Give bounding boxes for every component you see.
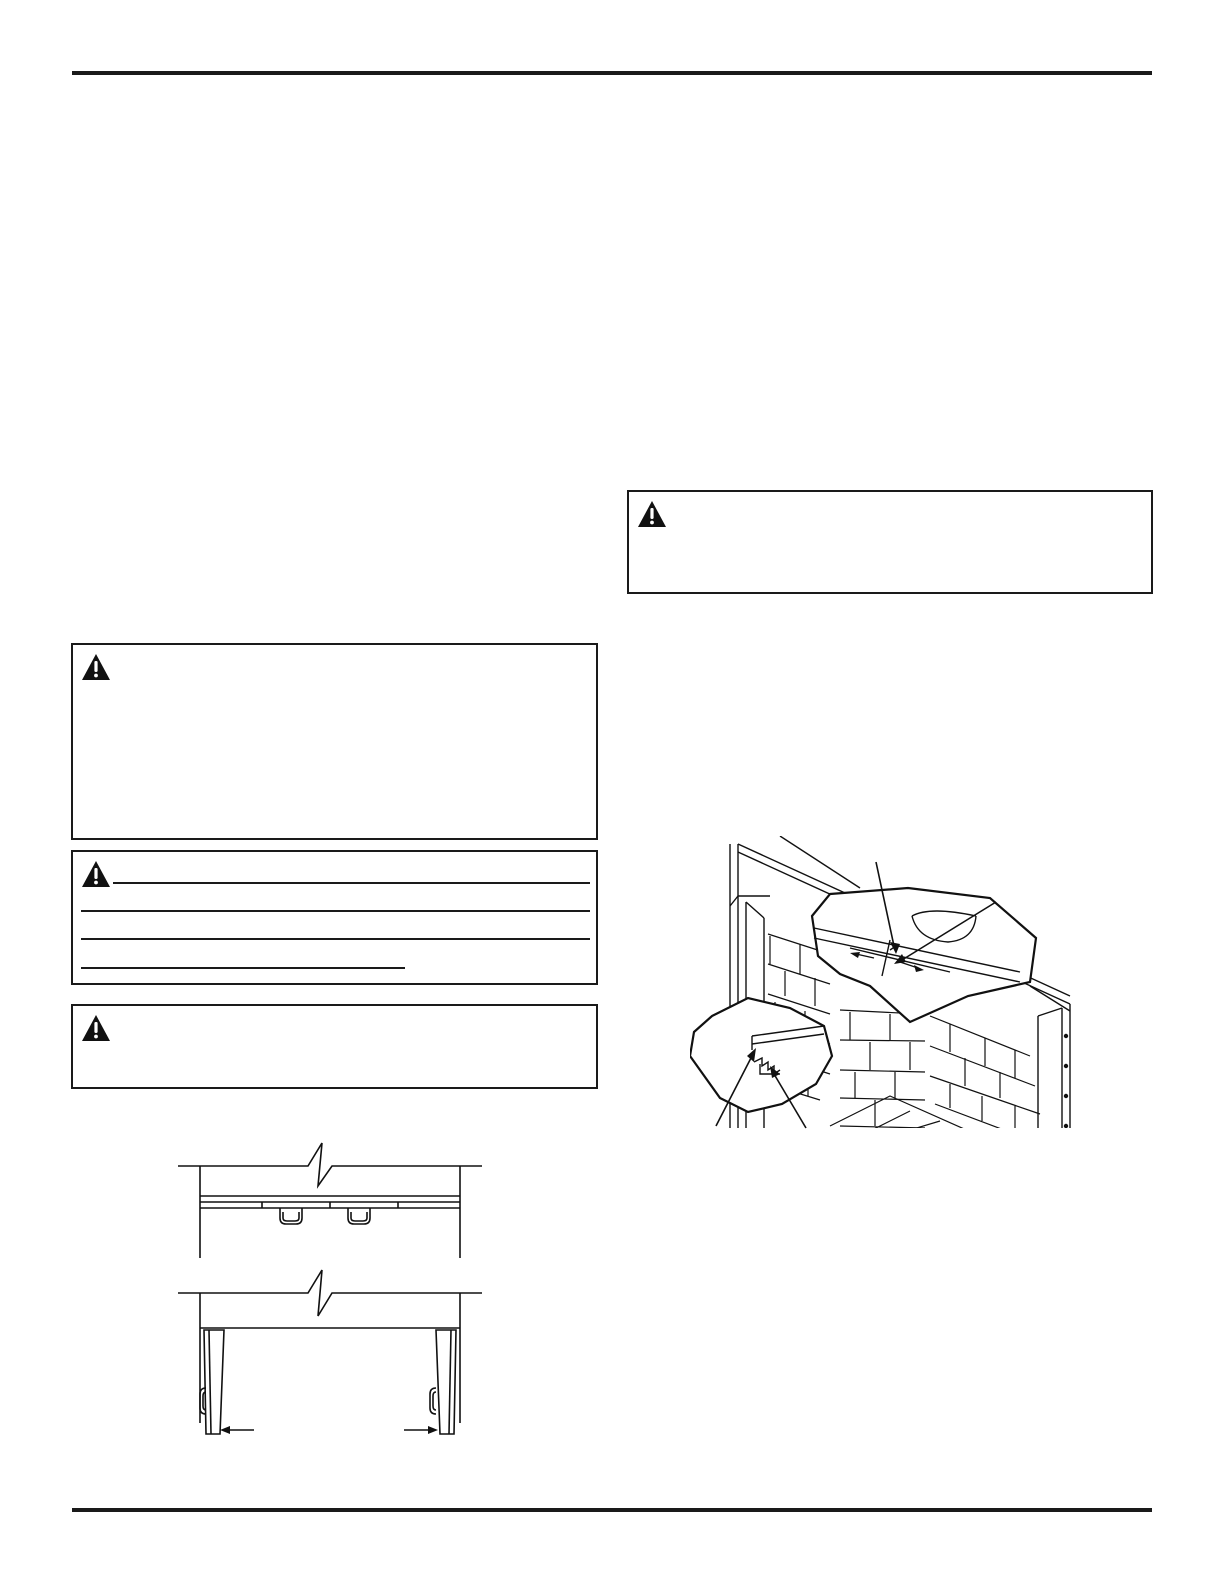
firebox-detail-figure — [690, 836, 1100, 1154]
warning-triangle-icon — [81, 860, 111, 888]
warning-box-left-3 — [71, 1004, 598, 1089]
footer-rule — [72, 1508, 1152, 1512]
warning-triangle-icon — [81, 653, 111, 681]
underline-rule — [81, 967, 405, 969]
header-rule — [72, 71, 1152, 75]
warning-triangle-icon — [637, 500, 667, 528]
warning-box-left-2 — [71, 850, 598, 985]
door-elevation-figure — [170, 1138, 500, 1458]
underline-rule — [81, 938, 590, 940]
warning-box-right — [627, 490, 1153, 594]
warning-triangle-icon — [81, 1014, 111, 1042]
warning-box-left-1 — [71, 643, 598, 840]
upper-detail-callout — [812, 888, 1036, 1022]
lower-detail-callout — [690, 998, 832, 1112]
underline-rule — [113, 882, 590, 884]
underline-rule — [81, 910, 590, 912]
